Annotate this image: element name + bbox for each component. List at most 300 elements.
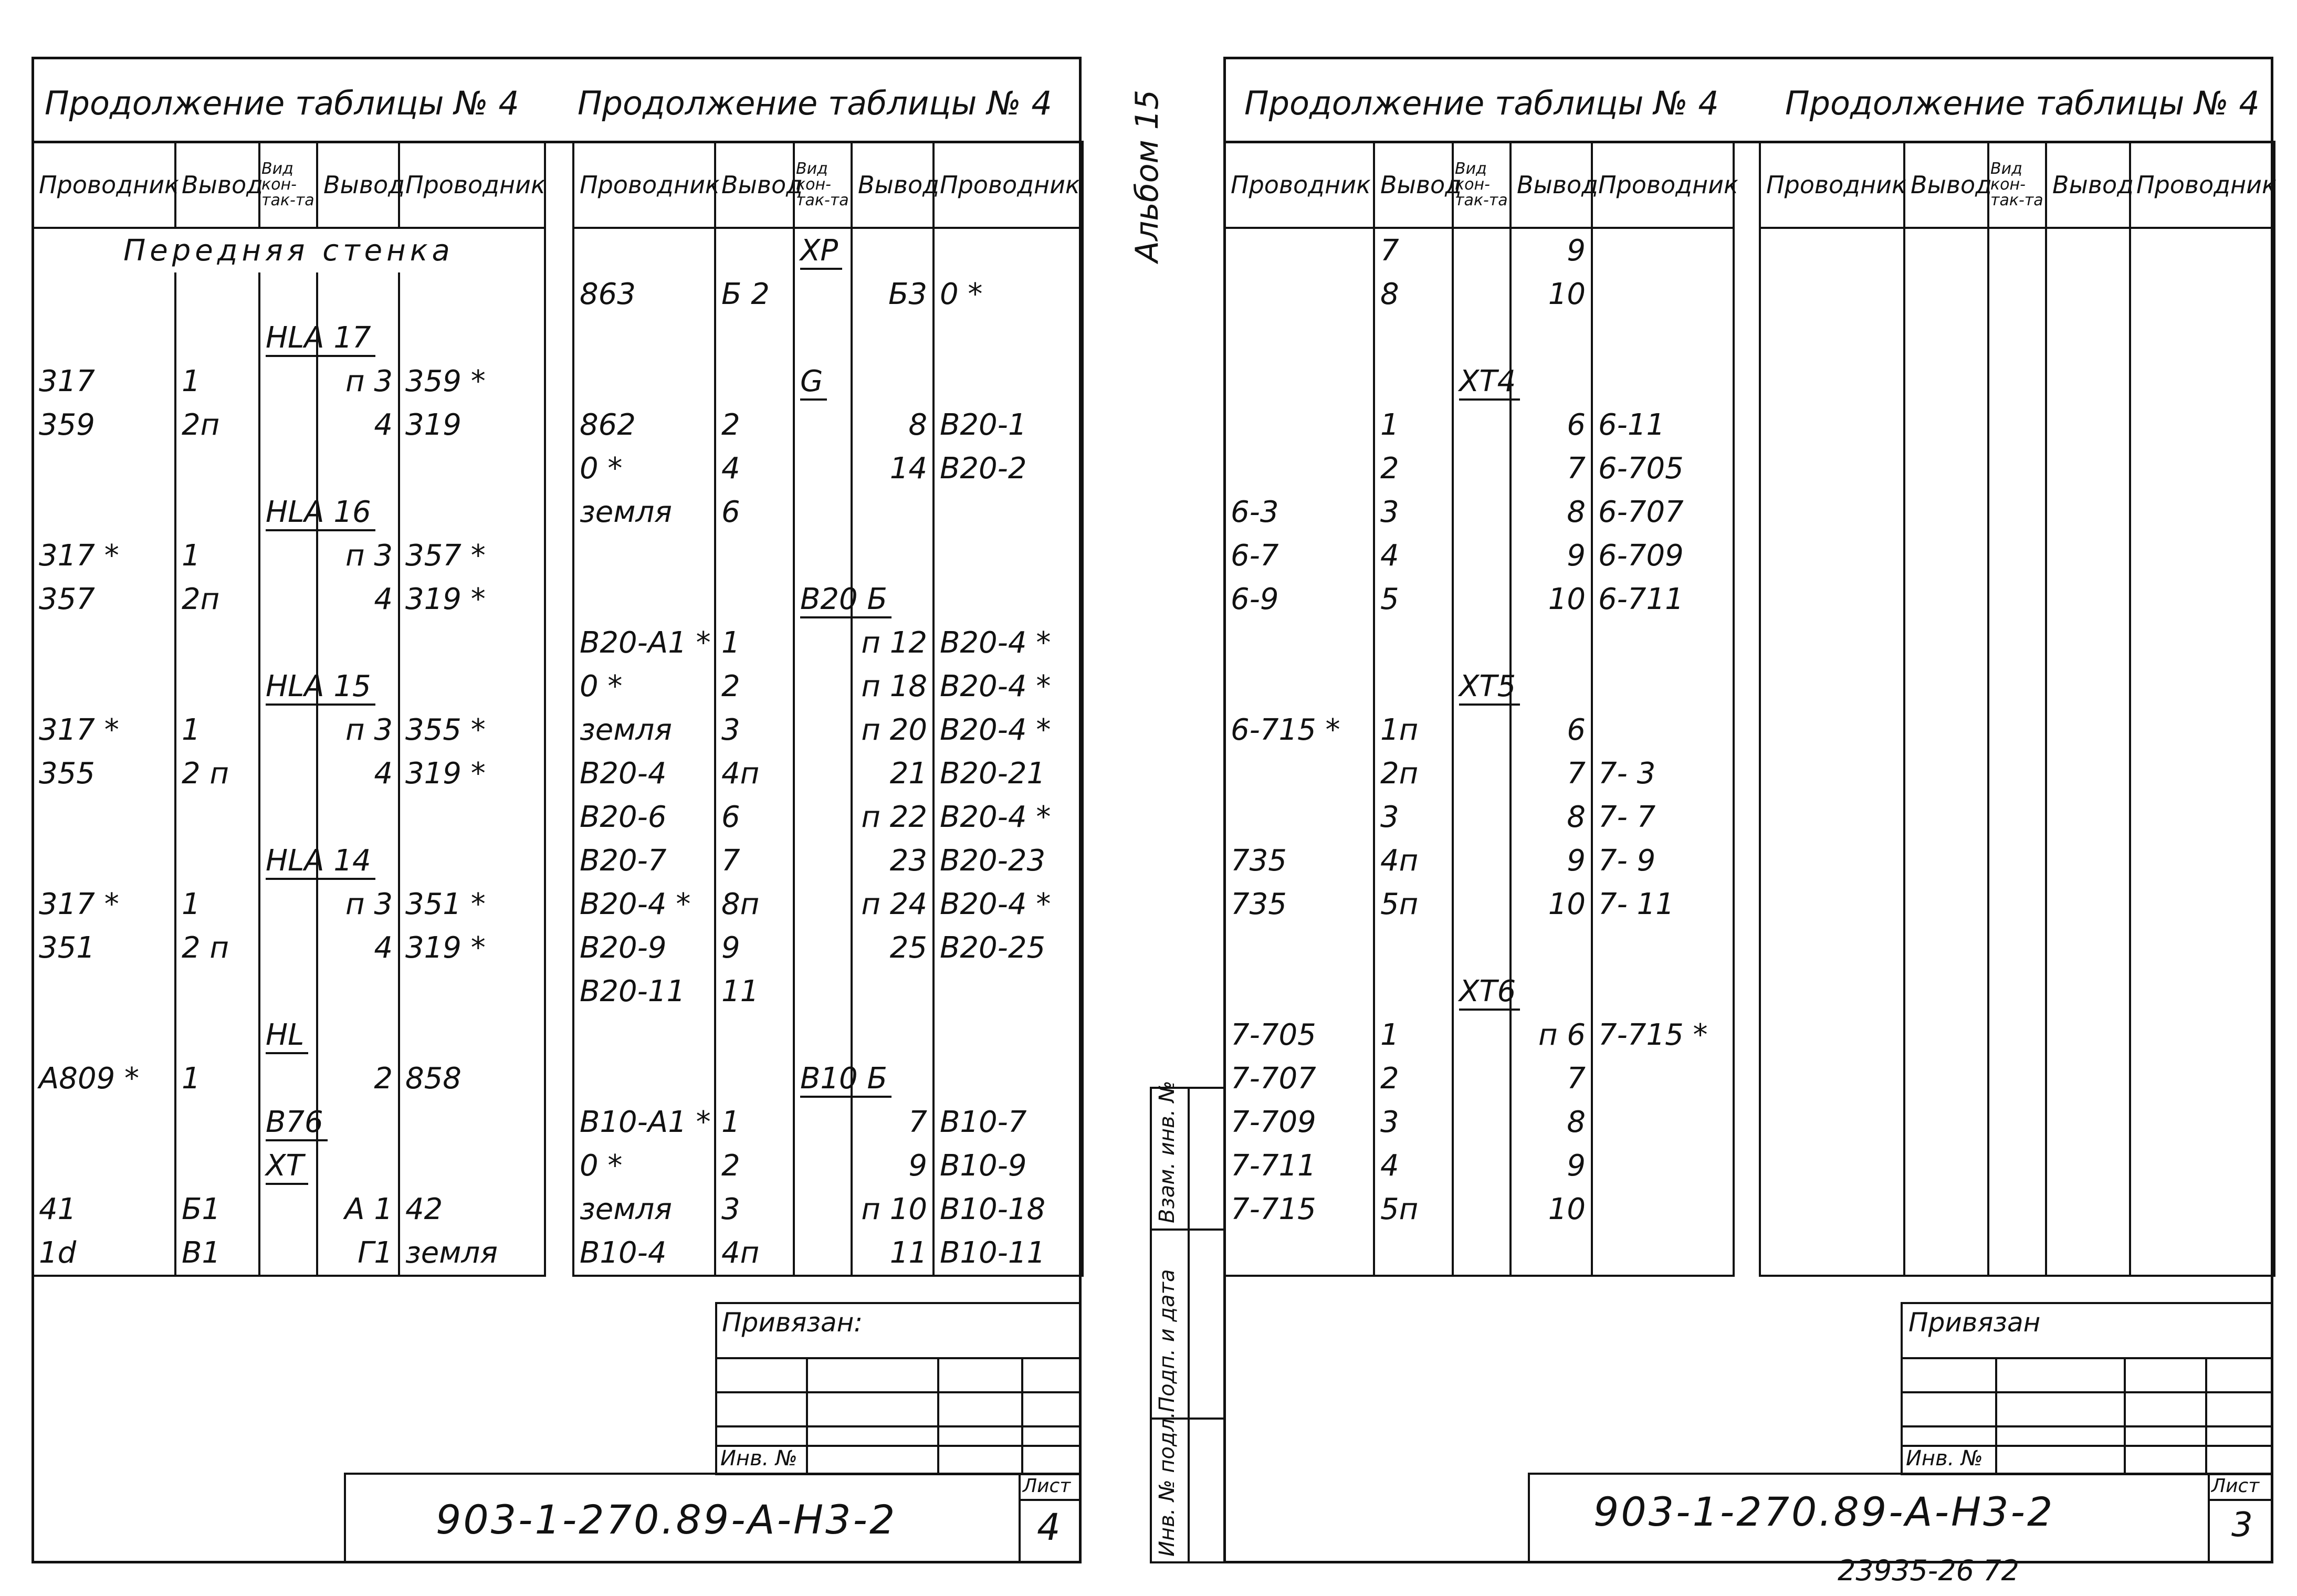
table-cell	[2130, 926, 2274, 970]
side-stamp-sign-date: Подп. и дата	[1155, 1269, 1179, 1412]
table-cell	[2046, 621, 2130, 665]
table-cell	[399, 1013, 545, 1057]
rule	[937, 1357, 939, 1475]
left-table-b	[572, 141, 1084, 1277]
device-label-text: XT	[266, 1149, 308, 1185]
table-cell	[2130, 447, 2274, 490]
table-cell	[175, 316, 259, 360]
table-row	[1224, 360, 1734, 403]
table-cell	[1224, 752, 1374, 795]
table-cell	[1592, 1100, 1734, 1144]
table-cell	[399, 1100, 545, 1144]
device-label-text: XT6	[1459, 974, 1520, 1011]
table-row	[573, 883, 1083, 926]
table-cell: 7- 11	[1592, 883, 1734, 926]
table-cell	[1988, 403, 2046, 447]
table-cell	[2046, 752, 2130, 795]
table-row	[1224, 534, 1734, 578]
table-cell	[934, 534, 1083, 578]
table-cell: 7-707	[1224, 1057, 1374, 1100]
table-cell	[175, 272, 259, 316]
table-row	[33, 1057, 545, 1100]
table-cell	[2130, 578, 2274, 621]
header-contact-type: Вид кон-так-та	[1453, 142, 1511, 228]
table-cell	[794, 795, 852, 839]
table-cell: 317	[33, 360, 175, 403]
table-row	[1224, 752, 1734, 795]
table-row	[33, 490, 545, 534]
side-stamp-orig-inv: Инв. № подл.	[1155, 1412, 1179, 1557]
table-cell	[1988, 708, 2046, 752]
table-row	[573, 1144, 1083, 1188]
table-cell: 2 п	[175, 752, 259, 795]
table-cell	[934, 1013, 1083, 1057]
header-terminal: Вывод	[1904, 142, 1988, 228]
table-cell	[2046, 665, 2130, 708]
table-cell: Б1	[175, 1188, 259, 1231]
table-cell	[1374, 360, 1453, 403]
table-row	[1224, 926, 1734, 970]
table-cell	[175, 1100, 259, 1144]
table-cell	[259, 578, 317, 621]
table-cell	[1760, 752, 1904, 795]
table-cell	[2130, 316, 2274, 360]
table-cell	[2130, 1057, 2274, 1100]
table-cell	[934, 360, 1083, 403]
rule	[2124, 1357, 2126, 1475]
table-cell	[1453, 403, 1511, 447]
table-cell	[1592, 360, 1734, 403]
table-cell	[794, 534, 852, 578]
rule	[1901, 1425, 2273, 1427]
header-conductor: Проводник	[399, 142, 545, 228]
table-row	[573, 447, 1083, 490]
table-cell	[2130, 1100, 2274, 1144]
device-label	[1453, 970, 1516, 1013]
table-row	[1760, 1057, 2274, 1100]
table-cell: п 18	[852, 665, 934, 708]
table-cell	[573, 360, 715, 403]
table-row	[573, 795, 1083, 839]
table-cell: B20-4 *	[934, 708, 1083, 752]
table-cell: 6-707	[1592, 490, 1734, 534]
table-cell	[852, 316, 934, 360]
table-cell	[794, 272, 852, 316]
table-cell	[1904, 447, 1988, 490]
table-cell: 23	[852, 839, 934, 883]
table-cell	[2130, 534, 2274, 578]
table-cell	[934, 228, 1083, 272]
table-cell	[1453, 447, 1511, 490]
table-cell	[1592, 970, 1734, 1013]
table-cell	[794, 1188, 852, 1231]
rule	[1901, 1357, 2273, 1359]
table-cell	[175, 839, 259, 883]
table-cell	[1988, 272, 2046, 316]
table-cell	[1760, 316, 1904, 360]
table-cell: 1	[175, 534, 259, 578]
table-cell	[1374, 621, 1453, 665]
table-cell	[1904, 752, 1988, 795]
table-cell	[33, 839, 175, 883]
table-cell	[715, 316, 794, 360]
table-cell	[1904, 665, 1988, 708]
left-sheet-label: Лист	[1023, 1475, 1071, 1497]
table-row	[573, 490, 1083, 534]
table-cell: 1	[175, 1057, 259, 1100]
table-cell: 2 п	[175, 926, 259, 970]
table-cell	[317, 621, 399, 665]
table-cell	[1904, 1188, 1988, 1231]
table-cell	[1453, 534, 1511, 578]
table-cell: 9	[715, 926, 794, 970]
table-cell: B20-2	[934, 447, 1083, 490]
table-cell	[2046, 1188, 2130, 1231]
table-cell	[1453, 578, 1511, 621]
device-label	[259, 839, 371, 883]
footer-code: 23935-26 72	[1838, 1554, 2019, 1587]
table-cell: 319 *	[399, 926, 545, 970]
table-row	[573, 665, 1083, 708]
table-row	[33, 883, 545, 926]
table-cell: 6-3	[1224, 490, 1374, 534]
table-cell	[1453, 752, 1511, 795]
table-cell: Г1	[317, 1231, 399, 1276]
table-cell	[1760, 621, 1904, 665]
table-cell: 7- 3	[1592, 752, 1734, 795]
table-row	[1760, 228, 2274, 272]
table-cell: 2	[715, 665, 794, 708]
table-cell	[259, 795, 317, 839]
table-cell: 14	[852, 447, 934, 490]
table-cell: 6	[1511, 403, 1592, 447]
header-terminal: Вывод	[1511, 142, 1592, 228]
table-cell: 2	[715, 403, 794, 447]
table-row	[1224, 272, 1734, 316]
table-cell	[1224, 621, 1374, 665]
table-cell	[2130, 360, 2274, 403]
table-cell: 863	[573, 272, 715, 316]
table-row	[1224, 490, 1734, 534]
left-privyazan-label: Привязан:	[722, 1307, 863, 1338]
table-cell	[1904, 1057, 1988, 1100]
table-cell	[317, 795, 399, 839]
table-cell	[1988, 316, 2046, 360]
device-label-text: XT5	[1459, 669, 1520, 706]
device-label-text: G	[800, 364, 827, 401]
rule	[1019, 1473, 1021, 1563]
table-row	[1760, 665, 2274, 708]
right-sheet-label: Лист	[2211, 1475, 2260, 1497]
table-cell: 9	[1511, 839, 1592, 883]
table-cell: 357 *	[399, 534, 545, 578]
table-cell: B20-A1 *	[573, 621, 715, 665]
table-cell	[934, 970, 1083, 1013]
table-cell	[259, 883, 317, 926]
table-cell: A 1	[317, 1188, 399, 1231]
table-cell: 7	[852, 1100, 934, 1144]
table-cell	[1988, 1013, 2046, 1057]
device-label	[259, 316, 371, 360]
table-row	[33, 360, 545, 403]
table-cell	[33, 970, 175, 1013]
table-cell	[175, 1013, 259, 1057]
header-terminal: Вывод	[175, 142, 259, 228]
table-cell: п 3	[317, 883, 399, 926]
table-cell	[852, 228, 934, 272]
table-cell: 735	[1224, 883, 1374, 926]
table-cell: Б 2	[715, 272, 794, 316]
table-cell: 9	[1511, 1144, 1592, 1188]
table-row	[33, 578, 545, 621]
table-cell	[2046, 360, 2130, 403]
table-cell: B10-9	[934, 1144, 1083, 1188]
table-cell	[1592, 1144, 1734, 1188]
table-cell	[399, 490, 545, 534]
table-cell	[1453, 228, 1511, 272]
table-cell	[1988, 970, 2046, 1013]
table-cell	[934, 316, 1083, 360]
table-row	[33, 621, 545, 665]
table-row	[33, 1231, 545, 1276]
device-label	[259, 1100, 323, 1144]
table-row	[1760, 1013, 2274, 1057]
table-cell	[1453, 272, 1511, 316]
table-cell: B20-4	[573, 752, 715, 795]
table-row	[33, 228, 545, 272]
table-cell: 7-705	[1224, 1013, 1374, 1057]
table-cell	[1760, 578, 1904, 621]
table-cell	[399, 839, 545, 883]
table-cell: 41	[33, 1188, 175, 1231]
table-cell	[1511, 970, 1592, 1013]
device-label	[1453, 665, 1516, 708]
table-cell	[33, 316, 175, 360]
table-cell: п 10	[852, 1188, 934, 1231]
table-cell	[1760, 272, 1904, 316]
table-cell	[2046, 926, 2130, 970]
table-cell	[1224, 665, 1374, 708]
table-cell	[175, 665, 259, 708]
table-cell	[794, 970, 852, 1013]
table-row	[1760, 752, 2274, 795]
table-cell	[1760, 665, 1904, 708]
table-cell: B20-4 *	[934, 665, 1083, 708]
table-row	[1760, 1231, 2274, 1276]
table-row	[33, 403, 545, 447]
table-row	[1224, 1188, 1734, 1231]
table-cell: 2	[317, 1057, 399, 1100]
table-cell: 2п	[175, 578, 259, 621]
table-cell	[794, 621, 852, 665]
table-row	[1760, 1144, 2274, 1188]
header-contact-type: Вид кон-так-та	[1988, 142, 2046, 228]
table-cell	[1904, 228, 1988, 272]
table-cell	[794, 1231, 852, 1276]
table-cell	[715, 228, 794, 272]
table-cell: 25	[852, 926, 934, 970]
header-conductor: Проводник	[2130, 142, 2274, 228]
table-row	[1760, 883, 2274, 926]
table-cell	[2130, 1188, 2274, 1231]
table-cell: 1	[175, 883, 259, 926]
table-cell	[1988, 578, 2046, 621]
device-label	[794, 360, 852, 403]
table-cell: п 20	[852, 708, 934, 752]
table-cell	[1511, 926, 1592, 970]
table-cell	[1904, 360, 1988, 403]
right-title-b: Продолжение таблицы № 4	[1785, 84, 2260, 122]
table-row	[1224, 228, 1734, 272]
table-row	[1224, 316, 1734, 360]
table-cell: 7	[1374, 228, 1453, 272]
device-label-text: XP	[800, 234, 842, 270]
left-inv-label: Инв. №	[720, 1446, 798, 1471]
table-cell	[1511, 360, 1592, 403]
device-label	[259, 490, 371, 534]
album-label: Альбом 15	[1129, 89, 1166, 262]
table-cell: 7- 9	[1592, 839, 1734, 883]
table-row	[33, 708, 545, 752]
table-cell	[794, 316, 852, 360]
table-row	[573, 403, 1083, 447]
table-row	[573, 839, 1083, 883]
table-cell: 6-705	[1592, 447, 1734, 490]
table-row	[1760, 970, 2274, 1013]
table-cell	[794, 447, 852, 490]
table-cell	[573, 1013, 715, 1057]
table-cell: 862	[573, 403, 715, 447]
table-cell: B20-4 *	[573, 883, 715, 926]
table-cell: земля	[573, 1188, 715, 1231]
table-cell	[1453, 621, 1511, 665]
table-cell	[2130, 403, 2274, 447]
table-row	[1224, 883, 1734, 926]
table-row	[33, 316, 545, 360]
table-row	[33, 272, 545, 316]
table-cell	[2130, 228, 2274, 272]
table-cell: B20-4 *	[934, 795, 1083, 839]
table-cell	[1592, 1231, 1734, 1276]
table-row	[33, 795, 545, 839]
table-cell	[259, 926, 317, 970]
left-designation: 903-1-270.89-A-H3-2	[436, 1496, 897, 1543]
table-cell: земля	[573, 708, 715, 752]
table-cell: п 3	[317, 534, 399, 578]
table-cell	[33, 447, 175, 490]
table-cell: 21	[852, 752, 934, 795]
table-cell	[794, 1013, 852, 1057]
table-cell	[259, 752, 317, 795]
right-table-b	[1759, 141, 2275, 1277]
table-cell	[1760, 1188, 1904, 1231]
table-cell: 6-711	[1592, 578, 1734, 621]
table-cell: 0 *	[573, 665, 715, 708]
table-cell: 351	[33, 926, 175, 970]
device-label	[794, 1057, 887, 1100]
table-cell: B20-6	[573, 795, 715, 839]
table-row	[1760, 926, 2274, 970]
table-cell: п 22	[852, 795, 934, 839]
table-cell	[852, 1013, 934, 1057]
table-cell: 1	[715, 621, 794, 665]
table-cell	[317, 447, 399, 490]
table-cell	[1511, 1231, 1592, 1276]
table-cell: 3	[1374, 490, 1453, 534]
table-cell: 7-711	[1224, 1144, 1374, 1188]
table-cell: 9	[852, 1144, 934, 1188]
table-cell	[259, 1188, 317, 1231]
table-cell	[399, 447, 545, 490]
table-cell	[1760, 403, 1904, 447]
table-cell: п 3	[317, 708, 399, 752]
table-cell: 42	[399, 1188, 545, 1231]
table-cell	[1511, 621, 1592, 665]
left-title-b: Продолжение таблицы № 4	[578, 84, 1052, 122]
rule	[1019, 1499, 1082, 1501]
table-cell: 6-715 *	[1224, 708, 1374, 752]
table-cell	[2130, 839, 2274, 883]
header-terminal: Вывод	[317, 142, 399, 228]
table-cell	[2046, 970, 2130, 1013]
table-row	[1760, 578, 2274, 621]
table-cell	[1760, 1057, 1904, 1100]
table-cell	[1224, 926, 1374, 970]
table-cell: п 6	[1511, 1013, 1592, 1057]
table-row	[1224, 621, 1734, 665]
table-cell	[1904, 1100, 1988, 1144]
table-row	[573, 752, 1083, 795]
table-row	[573, 534, 1083, 578]
table-cell	[1224, 272, 1374, 316]
rule	[806, 1357, 808, 1475]
table-row	[573, 228, 1083, 272]
table-cell	[1224, 795, 1374, 839]
table-cell: 4	[317, 403, 399, 447]
table-cell: 359	[33, 403, 175, 447]
table-cell	[794, 1144, 852, 1188]
table-cell	[1453, 839, 1511, 883]
table-cell	[794, 926, 852, 970]
table-cell: 1	[1374, 1013, 1453, 1057]
table-cell	[1592, 1188, 1734, 1231]
table-cell	[1760, 839, 1904, 883]
table-row	[1760, 403, 2274, 447]
table-cell: Б3	[852, 272, 934, 316]
table-cell	[1592, 665, 1734, 708]
device-label-text: HL	[266, 1018, 308, 1054]
table-cell	[175, 1144, 259, 1188]
table-cell	[33, 795, 175, 839]
table-cell: B20-4 *	[934, 883, 1083, 926]
table-cell	[2130, 883, 2274, 926]
table-cell	[934, 490, 1083, 534]
table-cell: 2	[1374, 1057, 1453, 1100]
table-cell	[259, 970, 317, 1013]
table-cell: 8п	[715, 883, 794, 926]
table-cell	[33, 1013, 175, 1057]
table-cell	[1374, 1231, 1453, 1276]
table-cell: п 12	[852, 621, 934, 665]
table-row	[1224, 1100, 1734, 1144]
table-cell	[175, 795, 259, 839]
rule	[2208, 1499, 2273, 1501]
table-cell	[1904, 883, 1988, 926]
table-cell	[259, 1057, 317, 1100]
table-cell: 1	[175, 360, 259, 403]
table-cell	[573, 316, 715, 360]
header-conductor: Проводник	[1760, 142, 1904, 228]
